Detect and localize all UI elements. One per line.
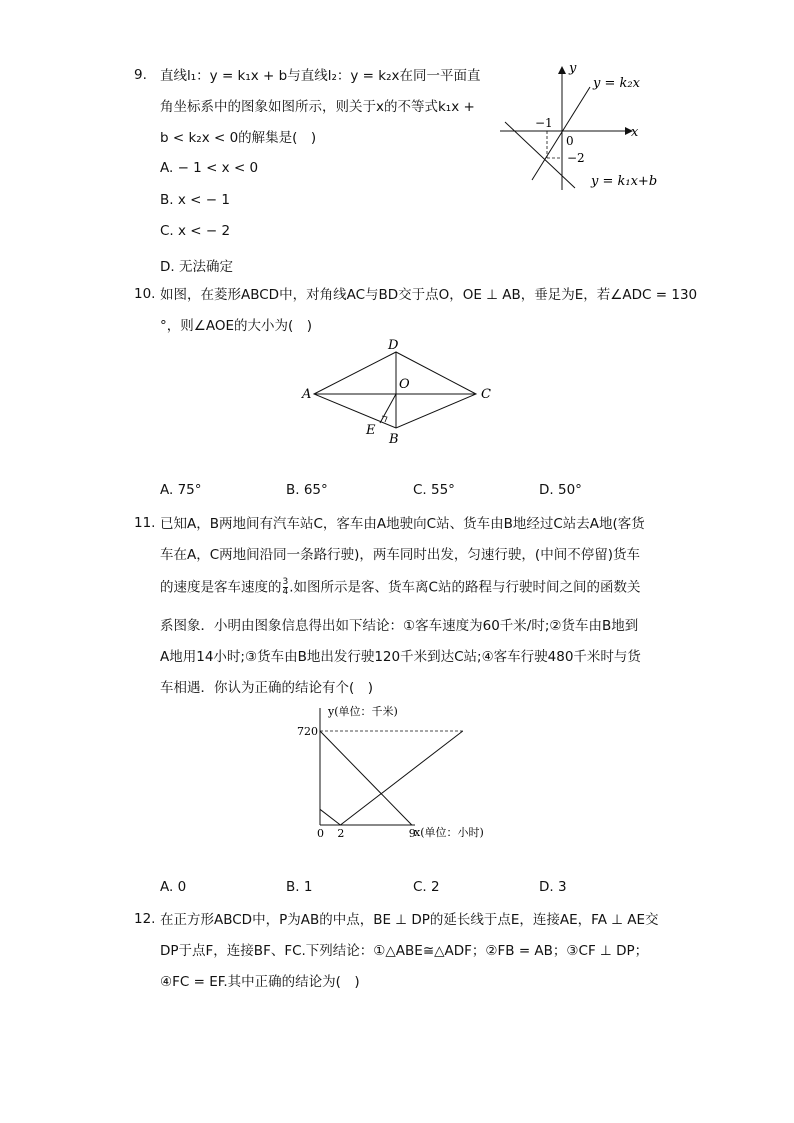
option-a[interactable]: A. 75° (160, 482, 202, 498)
option-c[interactable]: C. 2 (413, 879, 440, 895)
option-a[interactable]: A. − 1 < x < 0 (160, 160, 259, 176)
q9-coordinate-figure (495, 60, 685, 200)
question-number: 9. (134, 67, 147, 83)
question-text-line: 已知A，B两地间有汽车站C，客车由A地驶向C站、货车由B地经过C站去A地(客货 (160, 516, 645, 532)
fraction (283, 578, 289, 597)
l1-label: y = k₁x+b (591, 174, 658, 189)
option-c[interactable]: C. x < − 2 (160, 223, 231, 239)
text-segment: .如图所示是客、货车离C站的路程与行驶时间之间的函数关 (289, 579, 641, 596)
label-c: C (481, 387, 491, 402)
question-text-line: A地用14小时;③货车由B地出发行驶120千米到达C站;④客车行驶480千米时与货 (160, 649, 641, 665)
option-a[interactable]: A. 0 (160, 879, 187, 895)
tick-x-label: −1 (535, 116, 553, 130)
question-number: 12. (134, 911, 156, 927)
question-text-line (160, 578, 640, 597)
origin-label: 0 (566, 134, 574, 148)
l2-label: y = k₂x (593, 76, 640, 91)
question-text-line: 车在A，C两地间沿同一条路行驶)，两车同时出发，匀速行驶，(中间不停留)货车 (160, 547, 640, 563)
option-d[interactable]: D. 无法确定 (160, 259, 233, 275)
question-text-line: 车相遇．你认为正确的结论有个( ) (160, 680, 374, 696)
question-text-line: 在正方形ABCD中，P为AB的中点，BE ⊥ DP的延长线于点E，连接AE，FA ⊥ AE交 (160, 912, 659, 928)
option-d[interactable]: D. 50° (539, 482, 582, 498)
x-tick-label: 0 (317, 827, 324, 840)
question-text-line: 直线l₁：y = k₁x + b与直线l₂：y = k₂x在同一平面直 (160, 68, 481, 84)
x-tick-label: 9 (408, 827, 416, 840)
fraction-numerator: 3 (282, 577, 289, 587)
question-text-line: °，则∠AOE的大小为( ) (160, 318, 313, 334)
question-text-line: 角坐标系中的图象如图所示，则关于x的不等式k₁x + (160, 99, 475, 115)
question-text-line: ④FC = EF.其中正确的结论为( ) (160, 974, 360, 990)
line-l1 (505, 122, 575, 188)
rhombus-figure (296, 336, 496, 448)
label-d: D (388, 338, 399, 353)
question-text-line: b < k₂x < 0的解集是( ) (160, 130, 317, 146)
y-axis-label: y (569, 61, 577, 76)
y-tick-label: 720 (297, 725, 318, 738)
label-b: B (389, 432, 399, 447)
option-b[interactable]: B. 65° (286, 482, 328, 498)
distance-time-chart (290, 700, 510, 845)
segment-oe (380, 394, 396, 423)
question-number: 11. (134, 515, 156, 531)
y-axis-label: y(单位：千米) (328, 705, 398, 718)
series-line-1 (320, 731, 412, 825)
label-a: A (302, 387, 312, 402)
question-text-line: DP于点F，连接BF、FC.下列结论：①△ABE≅△ADF；②FB = AB；③CF ⊥ DP； (160, 943, 649, 959)
text-segment: 的速度是客车速度的 (160, 579, 282, 596)
question-text-line: 系图象．小明由图象信息得出如下结论：①客车速度为60千米/时;②货车由B地到 (160, 618, 639, 634)
label-e: E (366, 423, 376, 438)
question-number: 10. (134, 286, 156, 302)
label-o: O (399, 377, 410, 392)
x-axis-label: x (631, 125, 639, 140)
rhombus-abcd (314, 352, 476, 428)
line-l2 (532, 87, 590, 180)
fraction-denominator: 4 (282, 587, 289, 597)
option-c[interactable]: C. 55° (413, 482, 455, 498)
question-text-line: 如图，在菱形ABCD中，对角线AC与BD交于点O，OE ⊥ AB，垂足为E，若∠ADC = 130 (160, 287, 698, 303)
y-axis-arrow (558, 66, 566, 74)
x-tick-label: 2 (337, 827, 345, 840)
option-b[interactable]: B. x < − 1 (160, 192, 230, 208)
tick-y-label: −2 (567, 151, 585, 165)
option-b[interactable]: B. 1 (286, 879, 313, 895)
option-d[interactable]: D. 3 (539, 879, 567, 895)
x-axis-label: x(单位：小时) (414, 826, 484, 839)
series-line-2 (320, 731, 463, 825)
